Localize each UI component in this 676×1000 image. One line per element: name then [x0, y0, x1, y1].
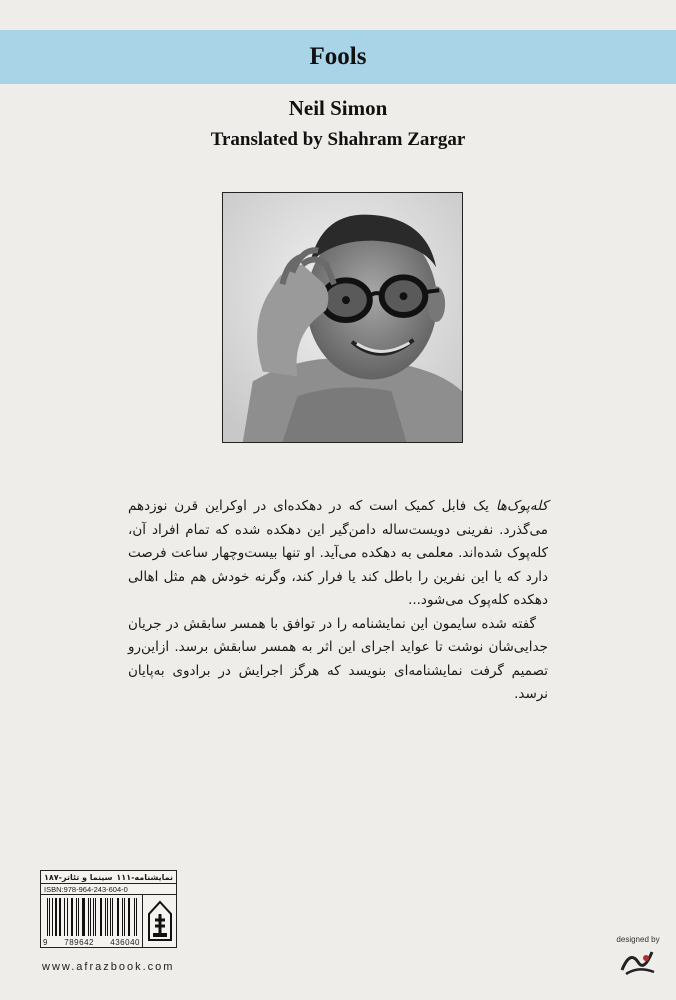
barcode-bars — [47, 898, 139, 936]
barcode-bar — [134, 898, 135, 936]
afraz-publisher-logo-icon — [142, 895, 176, 947]
designer-label: designed by — [616, 935, 660, 944]
isbn-number: ISBN:978-964-243-604-0 — [41, 884, 176, 895]
synopsis-title-word: کله‌پوک‌ها — [495, 498, 548, 514]
barcode-bar — [110, 898, 111, 936]
barcode-bar — [60, 898, 61, 936]
synopsis-paragraph-2: گفته شده سایمون این نمایشنامه را در توافق با همسر سابقش در جریان جدایی‌شان نوشت تا عواید اجرای این اثر به همسر سابقش برسد. ازاین‌رو تصمیم گرفت نمایشنامه‌ای بنویسد که هرگز اجرایش در برادوی به‌پایان نرسد. — [128, 615, 548, 702]
publisher-website: www.afrazbook.com — [42, 961, 175, 973]
barcode-bar — [114, 898, 116, 936]
barcode-bar — [137, 898, 138, 936]
barcode-bar — [131, 898, 133, 936]
series-cinema-theatre-number: سینما و تئاتر-۱۸۷ — [44, 873, 113, 882]
barcode-bar — [68, 898, 70, 936]
barcode-bar — [125, 898, 126, 936]
imprint-box — [40, 870, 177, 948]
barcode-bar — [107, 898, 108, 936]
barcode-bar — [49, 898, 50, 936]
barcode-bar — [72, 898, 73, 936]
translator-credit: Translated by Shahram Zargar — [210, 129, 466, 150]
barcode-bar — [55, 898, 57, 936]
barcode-bar — [118, 898, 119, 936]
barcode-bar — [57, 898, 58, 936]
barcode — [41, 895, 142, 947]
book-title: Fools — [309, 43, 367, 70]
barcode-digit-group-2: 436040 — [110, 938, 140, 947]
designer-signature-icon — [616, 944, 660, 978]
barcode-bar — [103, 898, 104, 936]
barcode-digits — [43, 938, 140, 947]
barcode-bar — [83, 898, 85, 936]
author-photo — [222, 192, 463, 443]
barcode-bar — [100, 898, 101, 936]
barcode-bar — [122, 898, 123, 936]
barcode-bar — [88, 898, 89, 936]
synopsis-paragraph-1-body: یک فابل کمیک است که در دهکده‌ای در اوکراین قرن نوزدهم می‌گذرد. نفرینی دویست‌ساله دامن‌گیر این دهکده شده که تمام افراد آن، کله‌پوک شده‌اند. معلمی به دهکده می‌آید. او تنها بیست‌وچهار ساعت فرصت دارد که یا این نفرین را باطل کند یا فرار کند، وگرنه خودش هم مثل اهالی دهکده کله‌پوک می‌شود... — [128, 498, 548, 608]
barcode-bar — [129, 898, 130, 936]
barcode-bar — [76, 898, 77, 936]
synopsis-text — [128, 495, 548, 707]
barcode-bar — [64, 898, 65, 936]
barcode-bar — [95, 898, 96, 936]
synopsis-paragraph-1 — [128, 495, 548, 613]
barcode-bar — [97, 898, 99, 936]
barcode-row — [41, 895, 176, 947]
barcode-bar — [52, 898, 53, 936]
series-plays-number: نمایشنامه-۱۱۱ — [116, 873, 173, 882]
author-name: Neil Simon — [288, 96, 388, 120]
title-band — [0, 30, 676, 84]
barcode-bar — [91, 898, 92, 936]
barcode-bar — [79, 898, 80, 936]
designer-credit — [610, 935, 666, 983]
author-portrait-image — [223, 193, 462, 442]
barcode-digit-lead: 9 — [43, 938, 48, 947]
barcode-digit-group-1: 789642 — [64, 938, 94, 947]
series-line — [41, 871, 176, 884]
